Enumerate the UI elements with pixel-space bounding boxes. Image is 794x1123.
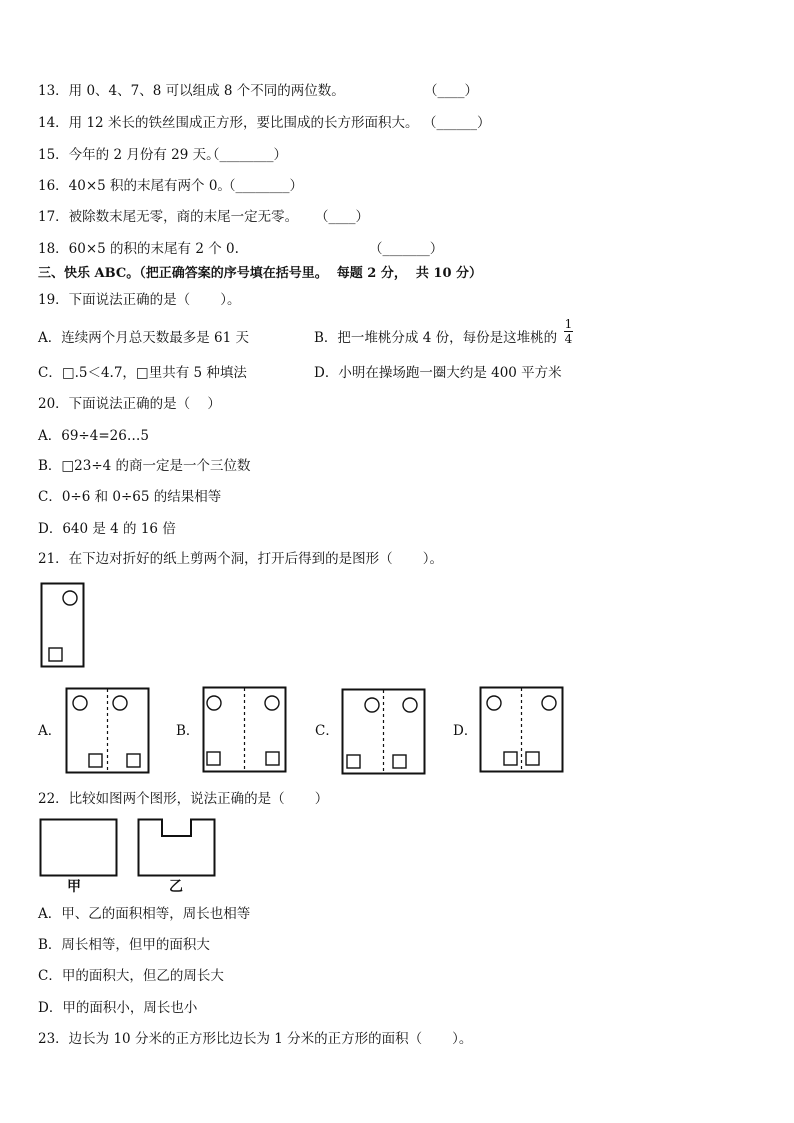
figure-yi-notched — [137, 818, 217, 878]
figure-yi-caption: 乙 — [169, 879, 183, 895]
fraction-one-quarter — [564, 318, 573, 345]
question-21-option-c-label[interactable]: C． — [315, 723, 339, 739]
question-21-option-b-label[interactable]: B． — [176, 723, 200, 739]
question-14: 14．用 12 米长的铁丝围成正方形，要比围成的长方形面积大。 — [38, 115, 419, 131]
answer-blank-16[interactable]: （________） — [222, 178, 303, 194]
question-22-option-c[interactable]: C．甲的面积大，但乙的周长大 — [38, 968, 224, 984]
question-23-stem: 23．边长为 10 分米的正方形比边长为 1 分米的正方形的面积（ ）。 — [38, 1031, 473, 1047]
answer-blank-15[interactable]: （________） — [206, 147, 287, 163]
question-19-stem: 19．下面说法正确的是（ ）。 — [38, 292, 241, 308]
question-18: 18．60×5 的积的末尾有 2 个 0. — [38, 241, 239, 257]
question-20-option-c[interactable]: C．0÷6 和 0÷65 的结果相等 — [38, 489, 222, 505]
question-20-option-a[interactable]: A．69÷4=26…5 — [38, 428, 149, 444]
question-19-option-b[interactable]: B．把一堆桃分成 4 份，每份是这堆桃的 — [314, 330, 558, 346]
question-15: 15．今年的 2 月份有 29 天。 — [38, 147, 220, 163]
question-21-option-a-label[interactable]: A． — [38, 723, 62, 739]
question-21-option-d-label[interactable]: D． — [453, 723, 478, 739]
option-c-figure[interactable] — [341, 688, 427, 776]
question-19-option-a[interactable]: A．连续两个月总天数最多是 61 天 — [38, 330, 250, 346]
fraction-denominator: 4 — [564, 332, 573, 346]
answer-blank-13[interactable]: （____） — [424, 83, 478, 99]
question-20-stem: 20．下面说法正确的是（ ） — [38, 396, 221, 412]
question-16: 16．40×5 积的末尾有两个 0。 — [38, 178, 231, 194]
figure-jia-caption: 甲 — [67, 879, 81, 895]
question-13: 13．用 0、4、7、8 可以组成 8 个不同的两位数。 — [38, 83, 345, 99]
option-b-figure[interactable] — [202, 686, 288, 774]
option-a-figure[interactable] — [65, 687, 151, 775]
option-d-figure[interactable] — [479, 686, 565, 774]
fraction-numerator: 1 — [564, 317, 573, 331]
question-22-stem: 22．比较如图两个图形，说法正确的是（ ） — [38, 791, 329, 807]
answer-blank-14[interactable]: （______） — [423, 115, 491, 131]
section-3-heading: 三、快乐 ABC。（把正确答案的序号填在括号里。 每题 2 分， 共 10 分） — [38, 266, 483, 281]
question-20-option-b[interactable]: B．□23÷4 的商一定是一个三位数 — [38, 458, 251, 474]
question-19-option-d[interactable]: D．小明在操场跑一圈大约是 400 平方米 — [314, 365, 562, 381]
answer-blank-18[interactable]: （_______） — [369, 241, 444, 257]
question-20-option-d[interactable]: D．640 是 4 的 16 倍 — [38, 521, 176, 537]
question-17: 17．被除数末尾无零，商的末尾一定无零。 — [38, 209, 299, 225]
question-22-option-b[interactable]: B．周长相等，但甲的面积大 — [38, 937, 210, 953]
question-22-option-d[interactable]: D．甲的面积小，周长也小 — [38, 1000, 198, 1016]
answer-blank-17[interactable]: （____） — [315, 209, 369, 225]
question-21-stem: 21．在下边对折好的纸上剪两个洞，打开后得到的是图形（ ）。 — [38, 551, 443, 567]
folded-paper-figure — [40, 582, 86, 668]
question-22-option-a[interactable]: A．甲、乙的面积相等，周长也相等 — [38, 906, 251, 922]
figure-jia-rectangle — [39, 818, 119, 878]
question-19-option-c[interactable]: C．□.5＜4.7，□里共有 5 种填法 — [38, 365, 247, 381]
